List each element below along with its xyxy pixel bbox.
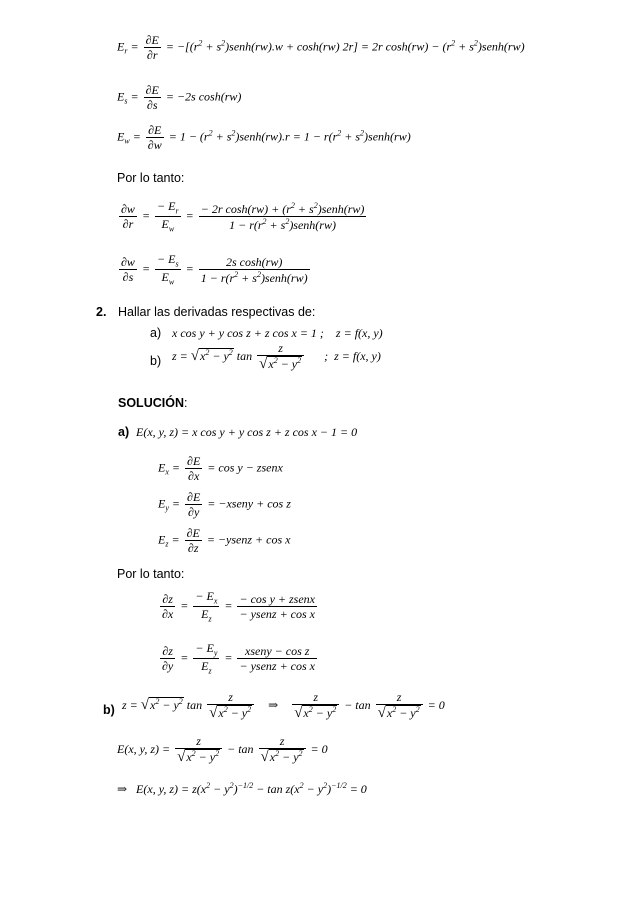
problem-statement: Hallar las derivadas respectivas de: [118, 305, 316, 319]
equation-er: $E_r$ = $\frac{\partial E}{\partial r}$ = $-[(r^2$ + $s^2)senh(rw).w + \cosh(rw)$ 2r] = 2r $\cosh(rw) - (r^2$ + $s^2)senh(rw)$ [117, 33, 525, 62]
por-lo-tanto-label-2: Por lo tanto: [117, 567, 185, 581]
equation-dzdy: $\frac{\partial z}{\partial y}$ = $\frac{- E_y}{E_z}$ = $\frac{\text{xseny − cos z}}{\text{− ysenz + cos x}}$ [162, 641, 315, 676]
equation-b-line1: $z = √x^2 - y^2$ tan $\frac{z}{√x^2 - y^2}$ ⇒ $\frac{z}{√x^2 - y^2}$ − tan $\frac{z}{√x^2 - y^2}$ = 0 [122, 690, 445, 721]
equation-dwds: $\frac{\partial w}{\partial s}$ = $\frac{- E_s}{E_w}$ = $\frac{\text{2s cosh(rw)}}{1 - r(r^2 + s^2)senh(rw)}$ [121, 252, 308, 287]
equation-ew: $E_w$ = $\frac{\partial E}{\partial w}$ = $1 - (r^2$ + $s^2)senh(rw).r = 1 - r(r^2$ + $s^2)senh(rw)$ [117, 123, 411, 152]
item-b-label: b) [150, 354, 162, 368]
equation-dwdr: $\frac{\partial w}{\partial r}$ = $\frac{- E_r}{E_w}$ = $\frac{- 2r \cosh(rw) + (r^2 + s^2)senh(rw)}{1 - r(r^2 + s^2)senh(rw)}$ [121, 199, 365, 234]
item-a-label: a) [150, 326, 162, 340]
equation-b-line3: ⇒ E(x, y, $z) = z(x^2 - y^2)^{-1/2} - \tan z(x^2 - y^2)^{-1/2} = 0$ [117, 781, 367, 796]
item-b-expression: $z = √x^2 - y^2$ tan $\frac{z}{√x^2 - y^2}$ ; z = f(x, y) [172, 341, 381, 372]
equation-b-line2: E(x, y, z) = $\frac{z}{√x^2 - y^2}$ − tan $\frac{z}{√x^2 - y^2}$ = 0 [117, 734, 328, 765]
equation-dzdx: $\frac{\partial z}{\partial x}$ = $\frac{- E_x}{E_z}$ = $\frac{\text{− cos y + zsenx}}{\text{− ysenz + cos x}}$ [162, 589, 315, 624]
equation-E-a: E(x, y, z) = x cos y + y cos z + z cos x − 1 = 0 [136, 425, 358, 439]
equation-ez: $E_z$ = $\frac{\partial E}{\partial z}$ = −ysenz + cos x [158, 526, 291, 555]
equation-ey: $E_y$ = $\frac{\partial E}{\partial y}$ = −xseny + cos z [158, 490, 291, 519]
solution-heading: SOLUCIÓN: [118, 396, 188, 410]
por-lo-tanto-label: Por lo tanto: [117, 171, 185, 185]
problem-number: 2. [96, 305, 107, 319]
equation-ex: $E_x$ = $\frac{\partial E}{\partial x}$ = cos y − zsenx [158, 454, 283, 483]
item-a-expression: x cos y + y cos z + z cos x = 1 ; z = f(x, y) [172, 326, 383, 340]
part-b-label: b) [103, 703, 115, 717]
part-a-label: a) [118, 425, 130, 439]
equation-es: $E_s$ = $\frac{\partial E}{\partial s}$ = −2s cosh(rw) [117, 83, 242, 112]
